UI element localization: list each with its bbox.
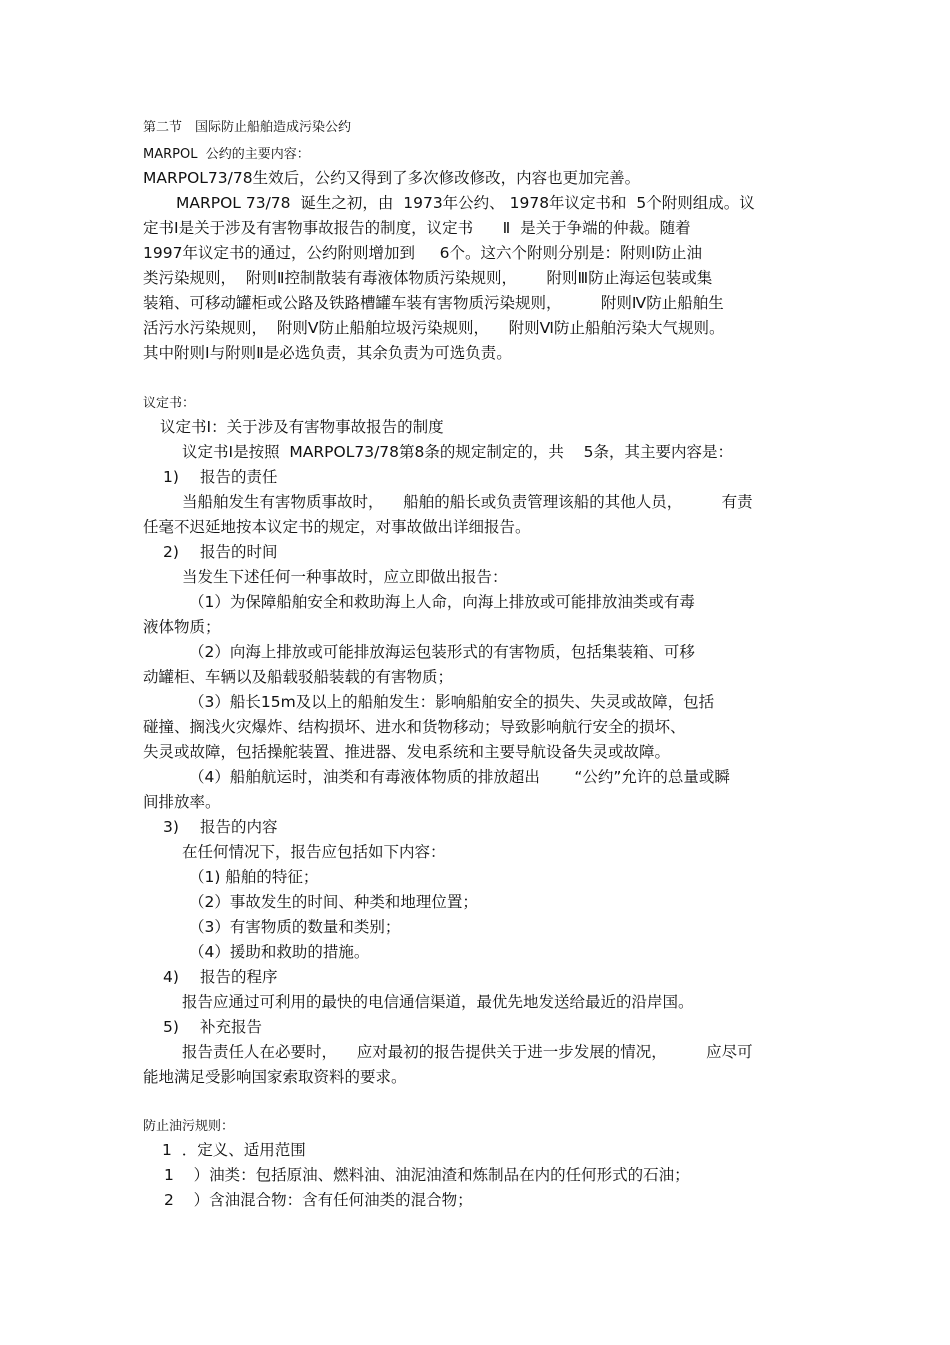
item-body-line: 能地满足受影响国家索取资料的要求。: [143, 1068, 407, 1086]
section-title: 第二节 国际防止船舶造成污染公约: [143, 120, 352, 135]
oil-rules-heading: 防止油污规则：: [143, 1119, 235, 1134]
item-body-line: （4）船舶航运时，油类和有毒液体物质的排放超出 “公约”允许的总量或瞬: [189, 768, 730, 786]
item-body-line: 碰撞、搁浅火灾爆炸、结构损坏、进水和货物移动；导致影响航行安全的损坏、: [143, 718, 686, 736]
item-body-line: （4）援助和救助的措施。: [189, 943, 370, 961]
item-body-line: （3）有害物质的数量和类别；: [189, 918, 401, 936]
item-number: 5): [163, 1018, 179, 1036]
item-body-line: （1) 船舶的特征；: [189, 868, 319, 886]
item-body-line: 间排放率。: [143, 793, 221, 811]
para-line: 类污染规则， 附则Ⅱ控制散装有毒液体物质污染规则， 附则Ⅲ防止海运包装或集: [143, 269, 713, 287]
item-number: 2): [163, 543, 179, 561]
item-body-line: （3）船长15m及以上的船舶发生：影响船舶安全的损失、失灵或故障，包括: [189, 693, 715, 711]
item-number: 1): [163, 468, 179, 486]
protocol-title: 议定书Ⅰ：关于涉及有害物事故报告的制度: [160, 418, 444, 436]
para-line: 定书Ⅰ是关于涉及有害物事故报告的制度，议定书 Ⅱ 是关于争端的仲裁。随着: [143, 219, 691, 237]
item-body-line: 当发生下述任何一种事故时，应立即做出报告：: [182, 568, 508, 586]
para-line: 1997年议定书的通过，公约附则增加到 6个。这六个附则分别是：附则Ⅰ防止油: [143, 244, 703, 262]
section-subtitle: MARPOL 公约的主要内容：: [143, 147, 310, 162]
item-title: 报告的时间: [200, 543, 278, 561]
para-line: 装箱、可移动罐柜或公路及铁路槽罐车装有害物质污染规则， 附则Ⅳ防止船舶生: [143, 294, 724, 312]
oil-rules-line: 1 ）油类：包括原油、燃料油、油泥油渣和炼制品在内的任何形式的石油；: [164, 1166, 690, 1184]
item-number: 3): [163, 818, 179, 836]
item-title: 报告的责任: [200, 468, 278, 486]
item-number: 4): [163, 968, 179, 986]
item-body-line: 报告责任人在必要时， 应对最初的报告提供关于进一步发展的情况， 应尽可: [182, 1043, 753, 1061]
item-body-line: （2）向海上排放或可能排放海运包装形式的有害物质，包括集装箱、可移: [189, 643, 695, 661]
protocol-intro: 议定书Ⅰ是按照 MARPOL73/78第8条的规定制定的，共 5条，其主要内容是：: [182, 443, 733, 461]
item-body-line: 在任何情况下，报告应包括如下内容：: [182, 843, 446, 861]
section-intro: MARPOL73/78生效后，公约又得到了多次修改修改，内容也更加完善。: [143, 169, 641, 187]
item-body-line: （2）事故发生的时间、种类和地理位置；: [189, 893, 478, 911]
item-body-line: 当船舶发生有害物质事故时， 船舶的船长或负责管理该船的其他人员， 有责: [182, 493, 753, 511]
item-title: 补充报告: [200, 1018, 263, 1036]
para-line: 其中附则Ⅰ与附则Ⅱ是必选负责，其余负责为可选负责。: [143, 344, 512, 362]
oil-rules-line: 1 ．定义、适用范围: [162, 1141, 306, 1159]
item-title: 报告的内容: [200, 818, 278, 836]
item-body-line: 液体物质；: [143, 618, 221, 636]
item-body-line: 动罐柜、车辆以及船载驳船装载的有害物质；: [143, 668, 454, 686]
item-body-line: 失灵或故障，包括操舵装置、推进器、发电系统和主要导航设备失灵或故障。: [143, 743, 671, 761]
item-body-line: 任毫不迟延地按本议定书的规定，对事故做出详细报告。: [143, 518, 531, 536]
item-body-line: 报告应通过可利用的最快的电信通信渠道，最优先地发送给最近的沿岸国。: [182, 993, 694, 1011]
para-line: MARPOL 73/78 诞生之初，由 1973年公约、 1978年议定书和 5个附则组成。议: [176, 194, 755, 212]
item-title: 报告的程序: [200, 968, 278, 986]
protocol-heading: 议定书：: [143, 396, 196, 411]
oil-rules-line: 2 ）含油混合物：含有任何油类的混合物；: [164, 1191, 473, 1209]
item-body-line: （1）为保障船舶安全和救助海上人命，向海上排放或可能排放油类或有毒: [189, 593, 695, 611]
para-line: 活污水污染规则， 附则Ⅴ防止船舶垃圾污染规则， 附则Ⅵ防止船舶污染大气规则。: [143, 319, 725, 337]
